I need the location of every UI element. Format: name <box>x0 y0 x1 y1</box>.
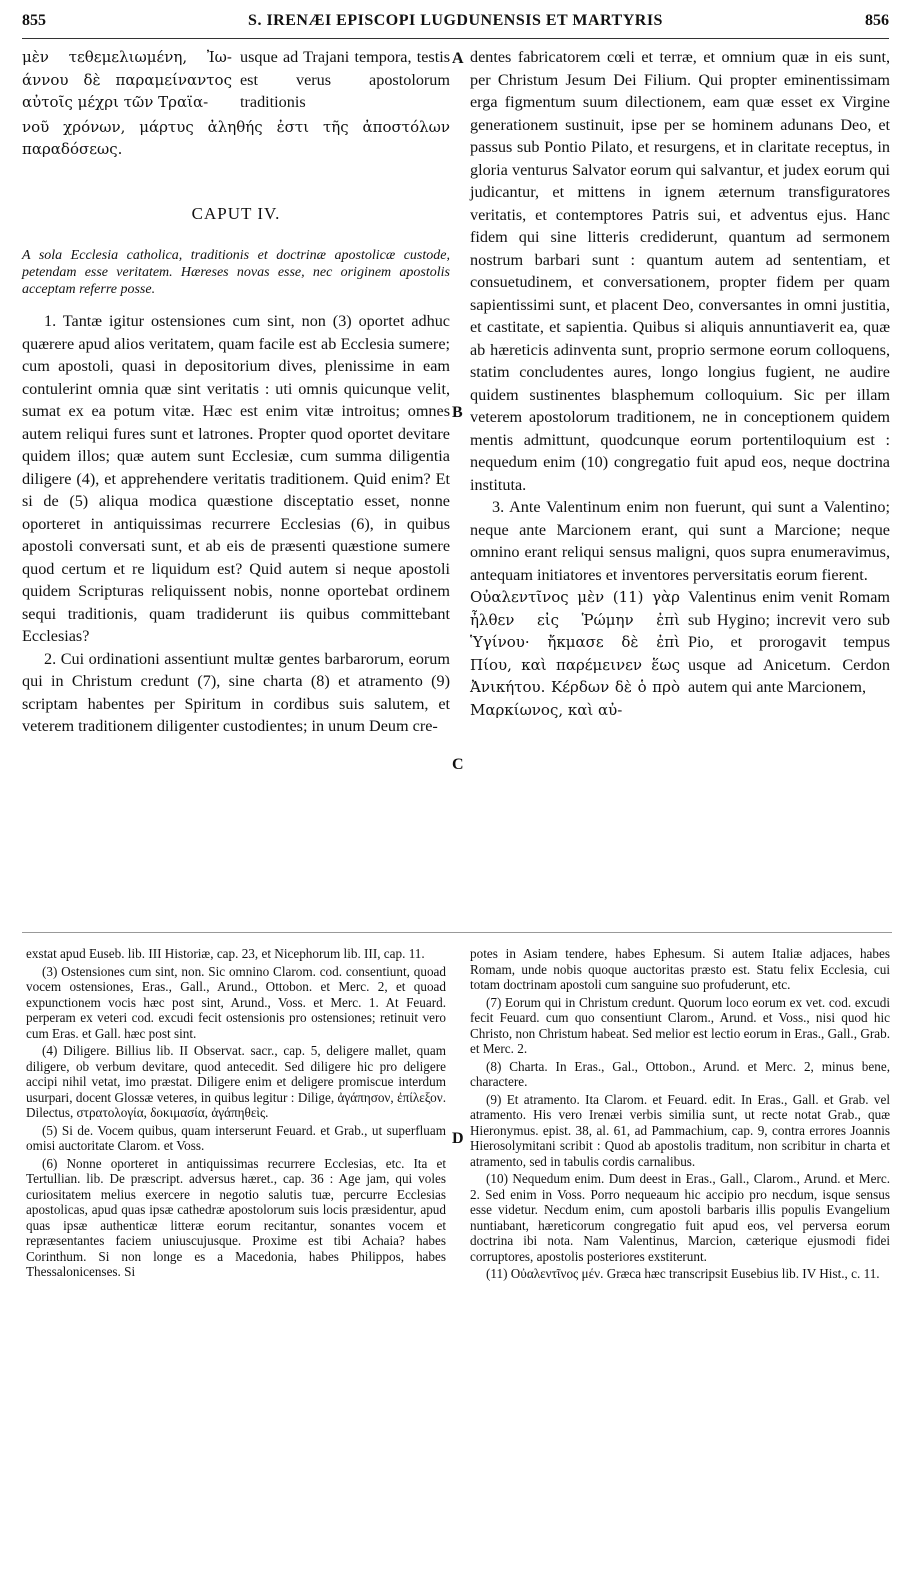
footnote: (4) Diligere. Billius lib. II Observat. sacr., cap. 5, deligere mallet, quam diligere, ob verbum devitare, quod antecedit. Sed diligere hic pro deligere accipi nihil vetat, imo præstat. Diligere enim et deligere promiscue interdum usurpari, docent Glossæ veteres, in quibus legitur : Dilige, ἀγάπησον, ἐπίλεξον. Dilectus, στρατολογία, δοκιμασία, ἀγάπηθεὶς. <box>26 1043 446 1120</box>
footnote: exstat apud Euseb. lib. III Historiæ, cap. 23, et Nicephorum lib. III, cap. 11. <box>26 946 425 961</box>
footnote-divider <box>22 932 892 933</box>
footnote: (11) Οὐαλεντῖνος μέν. Græca hæc transcripsit Eusebius lib. IV Hist., c. 11. <box>486 1266 880 1281</box>
margin-marker-d: D <box>452 1130 464 1147</box>
footnote: (3) Ostensiones cum sint, non. Sic omnino Clarom. cod. consentiunt, quoad vocem ostensiones, Eras., Gall., Arund., Ottobon. et Merc. 2, et quoad expunctionem vocis hæc post sint, Arund., Voss. et Merc. 1. At Feuard. perperam ex veteri cod. excudi fecit ostensionis pro ostensiones; retinuit vero cum Eras. et Gall. hæc post sint. <box>26 963 446 1041</box>
footnotes-right <box>470 946 890 1284</box>
paragraph-continued: dentes fabricatorem cœli et terræ, et omnium quæ in eis sunt, per Christum Jesum Dei Filium. Qui propter eminentissimam erga figmentum suum dilectionem, eam quæ esset ex Virgine generationem sustinuit, ipse per se hominem adunans Deo, et passus sub Pontio Pilato, et resurgens, et in claritate receptus, in gloria venturus Salvator eorum qui salvantur, et judex eorum qui judicantur, et mittens in ignem æternum transfiguratores veritatis, et contemptores Patris sui, et adventus ejus. Hanc fidem qui sine litteris crediderunt, quantum ad sermonem nostrum barbari sunt : quantum autem ad sententiam, et consuetudinem, et conversationem, propter fidem per quam sapientissimi sunt, et placent Deo, conversantes in omni justitia, et castitate, et sapientia. Quibus si aliquis annuntiaverit ea, quæ ab hæreticis adinventa sunt, proprio sermone eorum colloquens, statim concludentes aures, longo longius fugient, ne audire quidem sustinentes blasphemum colloquium. Sic per illam veterem apostolorum traditionem, ne in conceptionem quidem mentis admittunt, quodcunque eorum portentiloquium est : nequedum enim (10) congregatio fuit apud eos, neque doctrina instituta. <box>470 48 890 494</box>
paragraph-1: 1. Tantæ igitur ostensiones cum sint, non (3) oportet adhuc quærere apud alios veritatem, quam facile est ab Ecclesia sumere; cum apostoli, quasi in depositorium dives, plenissime in eam contulerint omnia quæ sint veritatis : uti omnis quicunque velit, sumat ex ea potum vitæ. Hæc est enim vitæ introitus; omnes autem reliqui fures sunt et latrones. Propter quod oportet devitare quidem illos; quæ autem sunt Ecclesiæ, cum summa diligentia diligere (4), et apprehendere veritatis traditionem. Quid enim? Et si de (5) aliqua modica quæstione disceptatio esset, nonne oporteret in antiquissimas recurrere Ecclesias (6), in quibus apostoli conversati sunt, et ab eis de præsenti quæstione sumere quod certum et re liquidum est? Quid autem si neque apostoli quidem Scripturas reliquissent nobis, nonne oportebat ordinem sequi traditionis, quam tradiderunt iis quibus committebant Ecclesias? <box>22 312 450 645</box>
footnotes-left <box>26 946 446 1282</box>
footnote: (6) Nonne oporteret in antiquissimas recurrere Ecclesias, etc. Ita et Tertullian. lib. De præscript. adversus hæret., cap. 36 : Age jam, qui voles curiositatem melius exercere in negotio salutis tuæ, percurre Ecclesias apostolicas, apud quas ipsæ cathedræ apostolorum suis locis præsidentur, apud quas ipsæ authenticæ litteræ eorum recitantur, sonantes vocem et repræsentantes faciem uniuscujusque. Proxime est tibi Achaia? habes Corinthum. Si non longe es a Macedonia, habes Philippos, habes Thessalonicenses. Si <box>26 1155 446 1279</box>
chapter-summary: A sola Ecclesia catholica, traditionis et doctrinæ apostolicæ custode, petendam esse veritatem. Hæreses novas esse, nec originem apostolis acceptam referre posse. <box>22 248 450 297</box>
greek-text-bottom: Οὐαλεντῖνος μὲν (11) γὰρ ἦλθεν εἰς Ῥώμην ἐπὶ Ὑγίνου· ἤκμασε δὲ ἐπὶ Πίου, καὶ παρέμεινεν ἕως Ἀνικήτου. Κέρδων δὲ ὁ πρὸ Μαρκίωνος, καὶ αὐ- <box>470 588 680 719</box>
left-column <box>22 46 450 738</box>
margin-marker-a: A <box>452 50 464 67</box>
footnote: (7) Eorum qui in Christum credunt. Quorum loco eorum ex vet. cod. excudi fecit Feuard. cum quo consentiunt Clarom., Arund. et Voss., nisi quod hic Christo, non Christum habeat. Sed melior est lectio eorum in Eras., Gall., Grab. et Merc. 2. <box>470 994 890 1056</box>
running-title: S. IRENÆI EPISCOPI LUGDUNENSIS ET MARTYRIS <box>248 12 663 29</box>
running-header <box>22 12 889 39</box>
greek-latin-parallel-top <box>22 46 450 114</box>
footnote: (8) Charta. In Eras., Gal., Ottobon., Arund. et Merc. 2, minus bene, charactere. <box>470 1058 890 1089</box>
latin-text-bottom: Valentinus enim venit Romam sub Hygino; increvit vero sub Pio, et prorogavit tempus usque ad Anicetum. Cerdon autem qui ante Marcionem, <box>688 588 890 696</box>
chapter-heading: CAPUT IV. <box>191 203 281 223</box>
footnote: (5) Si de. Vocem quibus, quam interserunt Feuard. et Grab., ut superfluam omisi auctoritate Clarom. et Voss. <box>26 1122 446 1153</box>
margin-marker-b: B <box>452 404 463 421</box>
paragraph-2: 2. Cui ordinationi assentiunt multæ gentes barbarorum, eorum qui in Christum credunt (7), sine charta (8) et atramento (9) scriptam habentes per Spiritum in cordibus suis salutem, et veterem traditionem diligenter custodientes; in unum Deum cre- <box>22 649 450 735</box>
right-column <box>470 46 890 721</box>
footnote: potes in Asiam tendere, habes Ephesum. Si autem Italiæ adjaces, habes Romam, unde nobis quoque auctoritas præsto est. Statu felix Ecclesia, cui totam doctrinam apostoli cum sanguine suo profuderunt, etc. <box>470 946 890 992</box>
margin-marker-c: C <box>452 756 464 773</box>
latin-text-top: usque ad Trajani tempora, testis est verus apostolorum traditionis <box>240 48 450 111</box>
footnote: (9) Et atramento. Ita Clarom. et Feuard. edit. In Eras., Gall. et Grab. vel atramento. His vero Irenæi verbis similia sunt, ut recte notat Grab., quæ Hieronymus. epist. 38, al. 61, ad Pammachium, cap. 9, contra errores Joannis Hierosolymitani scribit : Quod ab apostolis traditum, non scribitur in charta et atramento, sed in tabulis cordis carnalibus. <box>470 1091 890 1169</box>
greek-latin-parallel-bottom <box>470 586 890 721</box>
page-number-right: 856 <box>865 12 889 29</box>
greek-text-top: μὲν τεθεμελιωμένη, Ἰω-άννου δὲ παραμείναντος αὐτοῖς μέχρι τῶν Τραϊα- <box>22 48 232 111</box>
page-number-left: 855 <box>22 12 46 29</box>
paragraph-3: 3. Ante Valentinum enim non fuerunt, qui sunt a Valentino; neque ante Marcionem erant, qui sunt a Marcione; neque omnino erant reliqui sensus maligni, quos supra enumeravimus, antequam initiatores et inventores perversitatis eorum fierent. <box>470 498 890 584</box>
footnote: (10) Nequedum enim. Dum deest in Eras., Gall., Clarom., Arund. et Merc. 2. Sed enim in Voss. Porro nequeaum hic accipio pro necdum, isque sensus esse videtur. Necdum enim, cum apostoli barbaris illis populis Evangelium nuntiabant, hæreticorum congregatio fuit apud eos, vel perversa eorum doctrina ibi nota. Nam Valentinus, Marcion, cæterique ejusmodi fidei corruptores, apostolis posteriores exstiterunt. <box>470 1171 890 1264</box>
greek-text-tail: νοῦ χρόνων, μάρτυς ἀληθής ἐστι τῆς ἀποστόλων παραδόσεως. <box>22 117 450 158</box>
